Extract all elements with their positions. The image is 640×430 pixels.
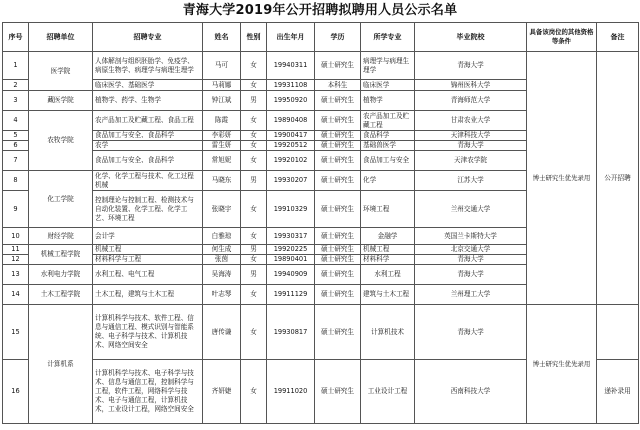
cell-seq: 13 [3,265,29,285]
cell-study-major: 计算机技术 [361,305,415,360]
cell-birth: 19930317 [267,228,315,245]
cell-name: 钟江斌 [203,91,241,111]
cell-seq: 4 [3,111,29,131]
cell-gender: 女 [241,111,267,131]
cell-study-major: 水利工程 [361,265,415,285]
cell-education: 硕士研究生 [315,52,361,80]
cell-seq: 7 [3,151,29,171]
cell-study-major: 化学 [361,171,415,191]
page-title: 青海大学2019年公开招聘拟聘用人员公示名单 [182,3,458,18]
cell-school: 青海大学 [415,52,527,80]
cell-gender: 女 [241,305,267,360]
cell-birth: 19911020 [267,360,315,424]
cell-unit: 藏医学院 [29,91,93,111]
cell-education: 硕士研究生 [315,255,361,265]
cell-education: 硕士研究生 [315,360,361,424]
cell-major: 植物学、药学、生物学 [93,91,203,111]
cell-school: 甘肃农业大学 [415,111,527,131]
cell-seq: 12 [3,255,29,265]
cell-study-major: 机械工程 [361,245,415,255]
header-major: 招聘专业 [93,23,203,52]
cell-name: 雷生妍 [203,141,241,151]
cell-birth: 19890401 [267,255,315,265]
cell-education: 硕士研究生 [315,151,361,171]
cell-education: 硕士研究生 [315,265,361,285]
header-unit: 招聘单位 [29,23,93,52]
cell-seq: 9 [3,191,29,228]
cell-education: 硕士研究生 [315,91,361,111]
cell-seq: 5 [3,131,29,141]
cell-seq: 15 [3,305,29,360]
cell-name: 唐传谦 [203,305,241,360]
cell-gender: 女 [241,80,267,91]
header-seq: 序号 [3,23,29,52]
cell-seq: 6 [3,141,29,151]
cell-school: 青海大学 [415,265,527,285]
cell-name: 何生成 [203,245,241,255]
cell-unit: 医学院 [29,52,93,91]
cell-birth: 19920102 [267,151,315,171]
cell-birth: 19940311 [267,52,315,80]
cell-school: 青海大学 [415,255,527,265]
cell-school: 青海师范大学 [415,91,527,111]
cell-education: 硕士研究生 [315,131,361,141]
header-note: 备注 [597,23,639,52]
cell-study-major: 环境工程 [361,191,415,228]
cell-requirement: 博士研究生优先录用 [527,52,597,305]
cell-major: 土木工程，建筑与土木工程 [93,285,203,305]
cell-school: 北京交通大学 [415,245,527,255]
cell-birth: 19931108 [267,80,315,91]
header-study-major: 所学专业 [361,23,415,52]
cell-name: 马莉娜 [203,80,241,91]
cell-gender: 男 [241,245,267,255]
cell-birth: 19940909 [267,265,315,285]
cell-unit: 财经学院 [29,228,93,245]
cell-education: 硕士研究生 [315,191,361,228]
cell-birth: 19900417 [267,131,315,141]
cell-name: 叶志琴 [203,285,241,305]
cell-name: 常旭妮 [203,151,241,171]
cell-gender: 男 [241,91,267,111]
cell-gender: 女 [241,52,267,80]
cell-school: 英国兰卡斯特大学 [415,228,527,245]
cell-birth: 19930817 [267,305,315,360]
cell-name: 张晓宇 [203,191,241,228]
cell-name: 齐妍婕 [203,360,241,424]
cell-seq: 8 [3,171,29,191]
cell-seq: 3 [3,91,29,111]
cell-study-major: 基础兽医学 [361,141,415,151]
cell-major: 水利工程、电气工程 [93,265,203,285]
cell-gender: 女 [241,360,267,424]
cell-seq: 16 [3,360,29,424]
cell-unit: 机械工程学院 [29,245,93,265]
cell-school: 天津农学院 [415,151,527,171]
cell-name: 马晓东 [203,171,241,191]
cell-seq: 10 [3,228,29,245]
table-row [3,52,639,80]
cell-study-major: 植物学 [361,91,415,111]
cell-gender: 女 [241,255,267,265]
cell-name: 张茵 [203,255,241,265]
cell-major: 计算机科学与技术、电子科学与技术、信息与通信工程，控制科学与工程，软件工程，网络科学与技术、电子与通信工程，计算机技术，工业设计工程，网络空间安全 [93,360,203,424]
cell-birth: 19920225 [267,245,315,255]
cell-school: 青海大学 [415,141,527,151]
table-header-row [3,23,639,52]
cell-unit: 土木工程学院 [29,285,93,305]
cell-birth: 19950920 [267,91,315,111]
cell-name: 马可 [203,52,241,80]
cell-education: 硕士研究生 [315,305,361,360]
cell-education: 硕士研究生 [315,171,361,191]
cell-major: 机械工程 [93,245,203,255]
header-gender: 性别 [241,23,267,52]
cell-study-major: 食品加工与安全 [361,151,415,171]
cell-note [597,305,639,360]
cell-major: 农产品加工及贮藏工程、食品工程 [93,111,203,131]
cell-school: 兰州交通大学 [415,191,527,228]
cell-major: 农学 [93,141,203,151]
header-requirement: 具备该岗位的其他资格等条件 [527,23,597,52]
cell-education: 硕士研究生 [315,245,361,255]
cell-requirement: 博士研究生优先录用 [527,305,597,424]
cell-birth: 19890408 [267,111,315,131]
cell-education: 硕士研究生 [315,141,361,151]
cell-gender: 女 [241,131,267,141]
cell-study-major: 金融学 [361,228,415,245]
cell-note: 公开招聘 [597,52,639,305]
cell-study-major: 病理学与病理生理学 [361,52,415,80]
header-education: 学历 [315,23,361,52]
cell-birth: 19920512 [267,141,315,151]
header-birth: 出生年月 [267,23,315,52]
cell-school: 锦州医科大学 [415,80,527,91]
cell-major: 计算机科学与技术、软件工程、信息与通信工程、模式识别与智能系统、电子科学与技术、计算机技术、网络空间安全 [93,305,203,360]
cell-study-major: 农产品加工及贮藏工程 [361,111,415,131]
cell-birth: 19910329 [267,191,315,228]
cell-gender: 男 [241,265,267,285]
header-name: 姓名 [203,23,241,52]
cell-education: 硕士研究生 [315,285,361,305]
cell-major: 食品加工与安全、食品科学 [93,131,203,141]
cell-education: 硕士研究生 [315,111,361,131]
cell-gender: 女 [241,285,267,305]
cell-study-major: 食品科学 [361,131,415,141]
cell-seq: 11 [3,245,29,255]
cell-major: 会计学 [93,228,203,245]
cell-school: 西南科技大学 [415,360,527,424]
cell-education: 硕士研究生 [315,228,361,245]
candidate-table [2,22,639,424]
cell-seq: 1 [3,52,29,80]
cell-note: 递补录用 [597,360,639,424]
cell-unit: 计算机系 [29,305,93,424]
cell-school: 天津科技大学 [415,131,527,141]
cell-seq: 14 [3,285,29,305]
cell-major: 材料科学与工程 [93,255,203,265]
cell-name: 陈霞 [203,111,241,131]
table-row [3,305,639,360]
cell-name: 李彩妍 [203,131,241,141]
cell-name: 白雅琼 [203,228,241,245]
cell-major: 食品加工与安全、食品科学 [93,151,203,171]
cell-major: 控制理论与控制工程、检测技术与自动化装置、化学工程、化学工艺、环境工程 [93,191,203,228]
cell-education: 本科生 [315,80,361,91]
cell-name: 吴海涛 [203,265,241,285]
cell-study-major: 临床医学 [361,80,415,91]
cell-unit: 水利电力学院 [29,265,93,285]
cell-major: 人体解剖与组织胚胎学、免疫学、病原生物学、病理学与病理生理学 [93,52,203,80]
cell-study-major: 建筑与土木工程 [361,285,415,305]
cell-unit: 化工学院 [29,171,93,228]
cell-birth: 19911129 [267,285,315,305]
cell-gender: 女 [241,141,267,151]
cell-study-major: 工业设计工程 [361,360,415,424]
cell-gender: 女 [241,151,267,171]
cell-major: 临床医学、基础医学 [93,80,203,91]
cell-school: 青海大学 [415,305,527,360]
cell-school: 兰州理工大学 [415,285,527,305]
cell-seq: 2 [3,80,29,91]
cell-major: 化学、化学工程与技术、化工过程机械 [93,171,203,191]
cell-school: 江苏大学 [415,171,527,191]
cell-study-major: 材料科学 [361,255,415,265]
cell-birth: 19930207 [267,171,315,191]
header-school: 毕业院校 [415,23,527,52]
cell-gender: 女 [241,228,267,245]
cell-gender: 女 [241,191,267,228]
cell-unit: 农牧学院 [29,111,93,171]
cell-gender: 男 [241,171,267,191]
